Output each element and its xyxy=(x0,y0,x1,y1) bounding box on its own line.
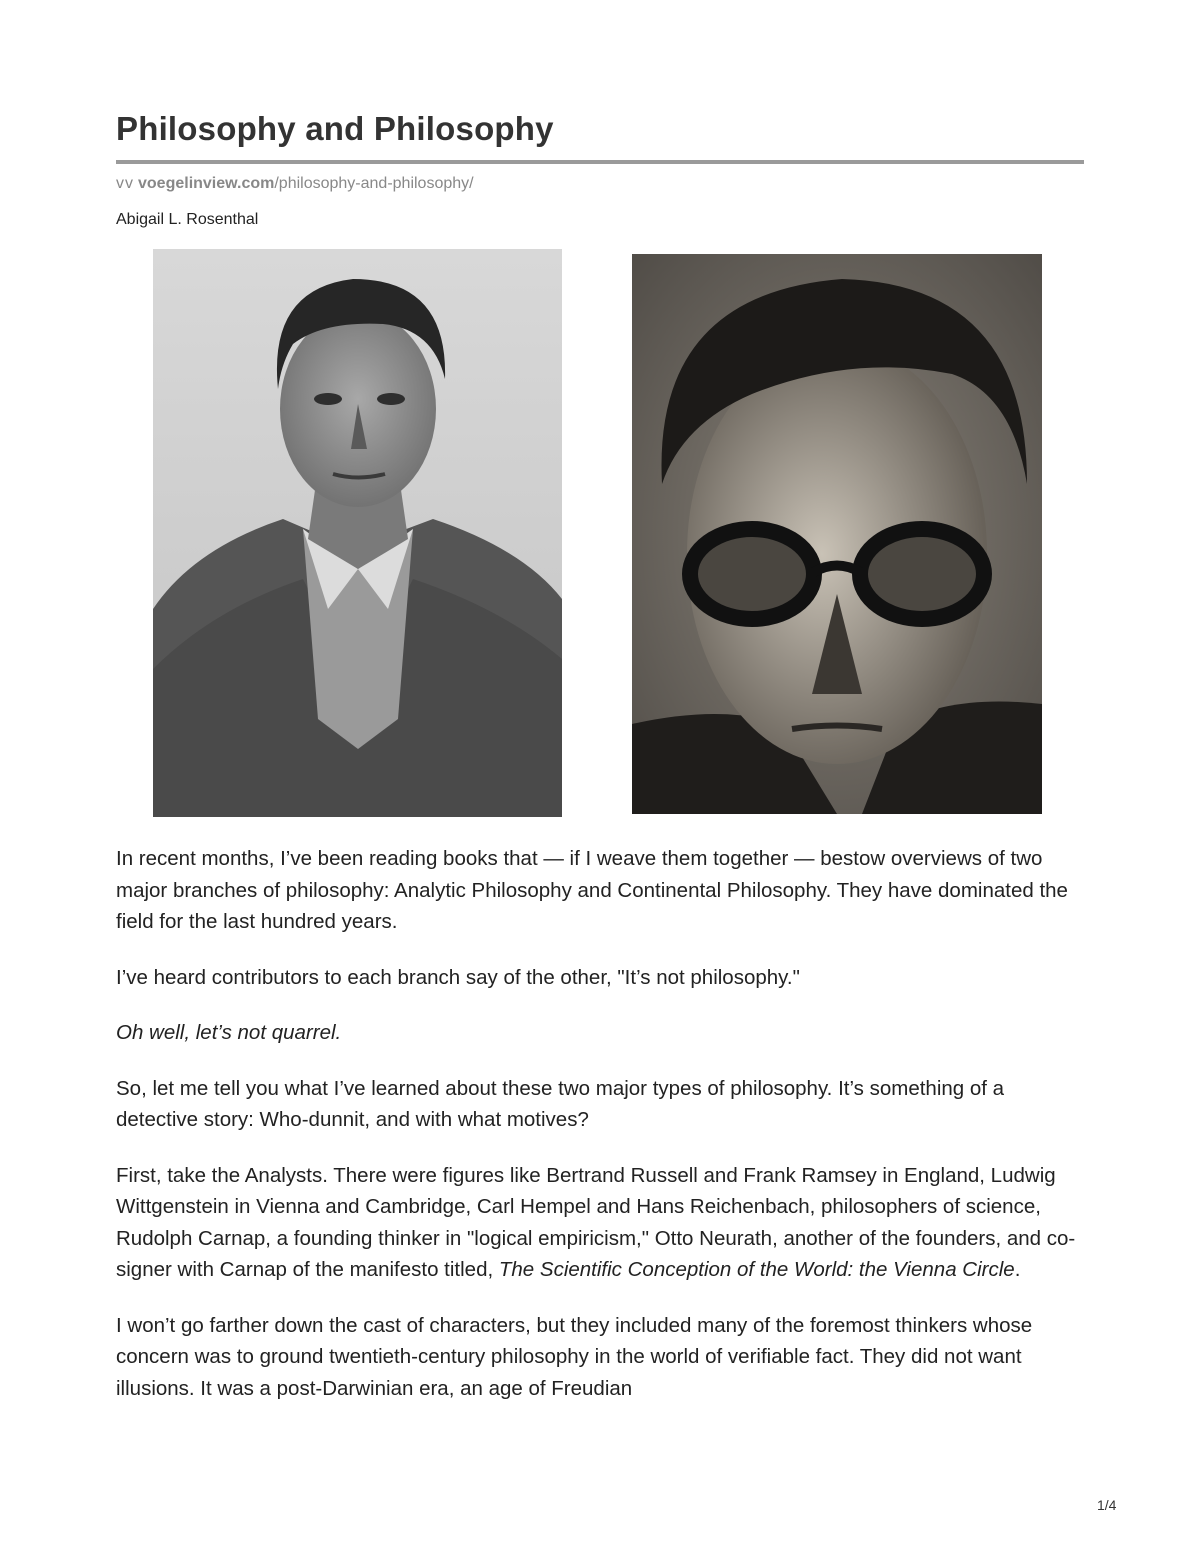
source-domain: voegelinview.com xyxy=(138,175,275,192)
portrait-photo-left xyxy=(153,249,562,817)
source-path: /philosophy-and-philosophy/ xyxy=(274,175,474,192)
author-name: Abigail L. Rosenthal xyxy=(116,211,259,228)
source-url[interactable] xyxy=(116,175,474,193)
source-prefix: vv xyxy=(116,175,134,192)
portrait-photo-icon xyxy=(153,249,562,817)
paragraph-5-text-before: First, take the Analysts. There were figures like Bertrand Russell and Frank Ramsey in England, Ludwig Wittgenstein in Vienna and Cambridge, Carl Hempel and Hans Reichenbach, philosophers of science, Rudolph Carnap, a founding thinker in "logical empiricism," Otto Neurath, another of the founders, and co-signer with Carnap of the manifesto titled, xyxy=(116,1163,1076,1281)
page-title: Philosophy and Philosophy xyxy=(116,110,554,147)
page-number: 1/4 xyxy=(1097,1497,1117,1513)
article-body xyxy=(116,843,1086,1428)
paragraph-5-text-after: . xyxy=(1014,1258,1021,1281)
title-divider xyxy=(116,160,1084,164)
paragraph-4: So, let me tell you what I’ve learned about these two major types of philosophy. It’s something of a detective story: Who-dunnit, and with what motives? xyxy=(116,1076,1005,1131)
paragraph-2: I’ve heard contributors to each branch say of the other, "It’s not philosophy." xyxy=(116,965,800,989)
paragraph-6: I won’t go farther down the cast of characters, but they included many of the foremost thinkers whose concern was to ground twentieth-century philosophy in the world of verifiable fact. They did not want illusions. It was a post-Darwinian era, an age of Freudian xyxy=(116,1313,1033,1400)
paragraph-3 xyxy=(116,1017,1086,1049)
paragraph-1: In recent months, I’ve been reading books that — if I weave them together — bestow overviews of two major branches of philosophy: Analytic Philosophy and Continental Philosophy. They have dominated the field for the last hundred years. xyxy=(116,847,1068,933)
manifesto-title: The Scientific Conception of the World: the Vienna Circle xyxy=(498,1258,1015,1281)
paragraph-5 xyxy=(116,1160,1086,1286)
italic-aside: Oh well, let’s not quarrel. xyxy=(116,1021,342,1044)
portrait-photo-right xyxy=(632,254,1042,814)
portrait-photo-icon xyxy=(632,254,1042,814)
